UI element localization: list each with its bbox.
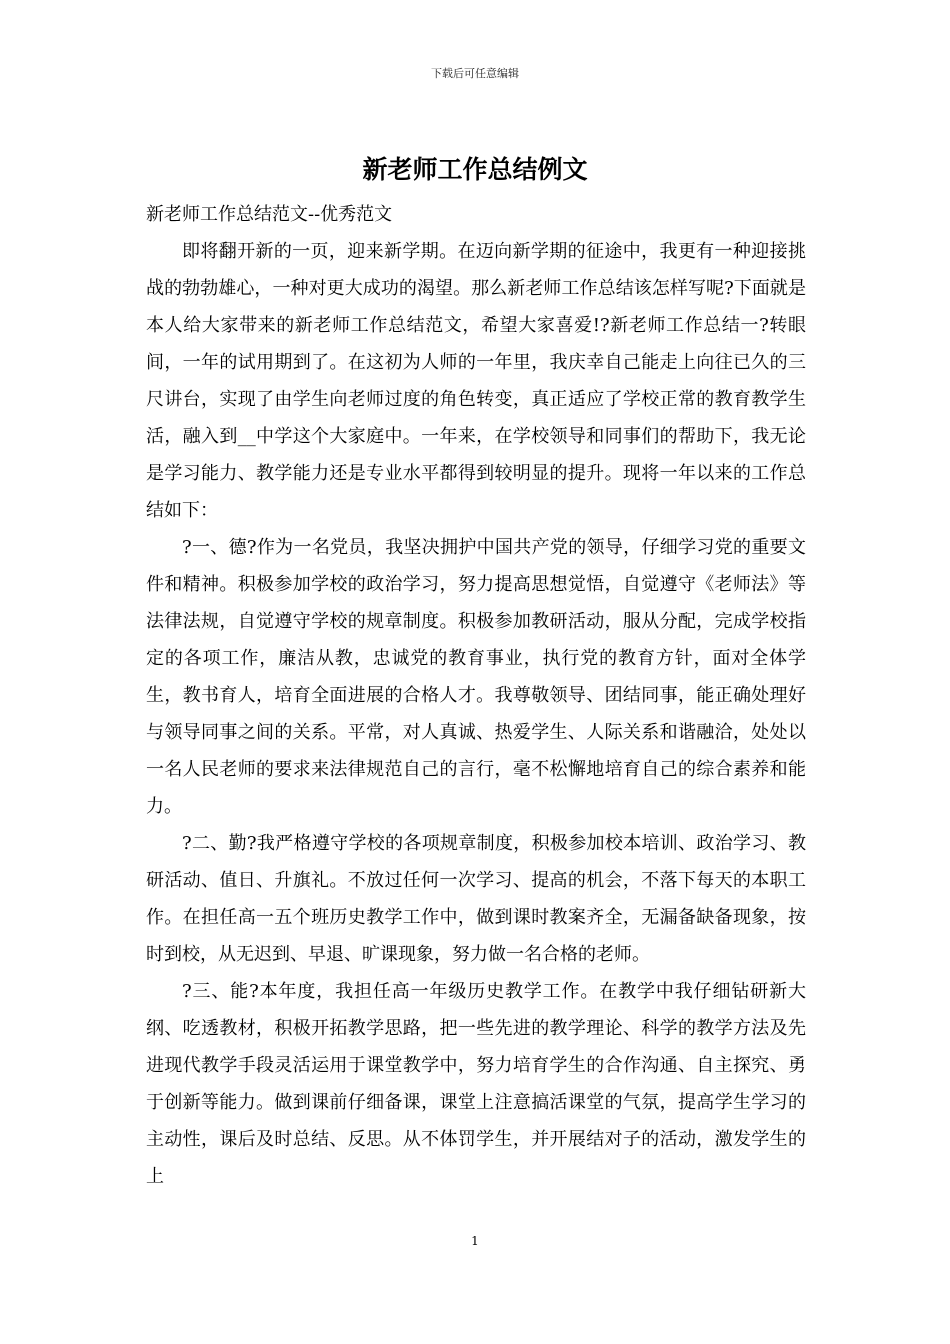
paragraph-intro: 即将翻开新的一页，迎来新学期。在迈向新学期的征途中，我更有一种迎接挑战的勃勃雄心，一种对更大成功的渴望。那么新老师工作总结该怎样写呢?下面就是本人给大家带来的新老师工作总结范文，希望大家喜爱!?新老师工作总结一?转眼间，一年的试用期到了。在这初为人师的一年里，我庆幸自己能走上向往已久的三尺讲台，实现了由学生向老师过度的角色转变，真正适应了学校正常的教育教学生活，融入到__中学这个大家庭中。一年来，在学校领导和同事们的帮助下，我无论是学习能力、教学能力还是专业水平都得到较明显的提升。现将一年以来的工作总结如下： [146, 241, 806, 521]
document-title: 新老师工作总结例文 [362, 155, 588, 184]
page-number: 1 [471, 1234, 479, 1248]
document-subtitle: 新老师工作总结范文--优秀范文 [146, 204, 393, 225]
paragraph-virtue: ?一、德?作为一名党员，我坚决拥护中国共产党的领导，仔细学习党的重要文件和精神。积极参加学校的政治学习，努力提高思想觉悟，自觉遵守《老师法》等法律法规，自觉遵守学校的规章制度。积极参加教研活动，服从分配，完成学校指定的各项工作，廉洁从教，忠诚党的教育事业，执行党的教育方针，面对全体学生，教书育人，培育全面进展的合格人才。我尊敬领导、团结同事，能正确处理好与领导同事之间的关系。平常，对人真诚、热爱学生、人际关系和谐融洽，处处以一名人民老师的要求来法律规范自己的言行，毫不松懈地培育自己的综合素养和能力。 [146, 537, 806, 817]
page-header: 下载后可任意编辑 [431, 67, 519, 80]
paragraph-ability: ?三、能?本年度，我担任高一年级历史教学工作。在教学中我仔细钻研新大纲、吃透教材，积极开拓教学思路，把一些先进的教学理论、科学的教学方法及先进现代教学手段灵活运用于课堂教学中，努力培育学生的合作沟通、自主探究、勇于创新等能力。做到课前仔细备课，课堂上注意搞活课堂的气氛，提高学生学习的主动性，课后及时总结、反思。从不体罚学生，并开展结对子的活动，激发学生的上 [146, 981, 806, 1187]
document-body [146, 196, 806, 1195]
paragraph-diligence: ?二、勤?我严格遵守学校的各项规章制度，积极参加校本培训、政治学习、教研活动、值日、升旗礼。不放过任何一次学习、提高的机会，不落下每天的本职工作。在担任高一五个班历史教学工作中，做到课时教案齐全，无漏备缺备现象，按时到校，从无迟到、早退、旷课现象，努力做一名合格的老师。 [146, 833, 806, 965]
